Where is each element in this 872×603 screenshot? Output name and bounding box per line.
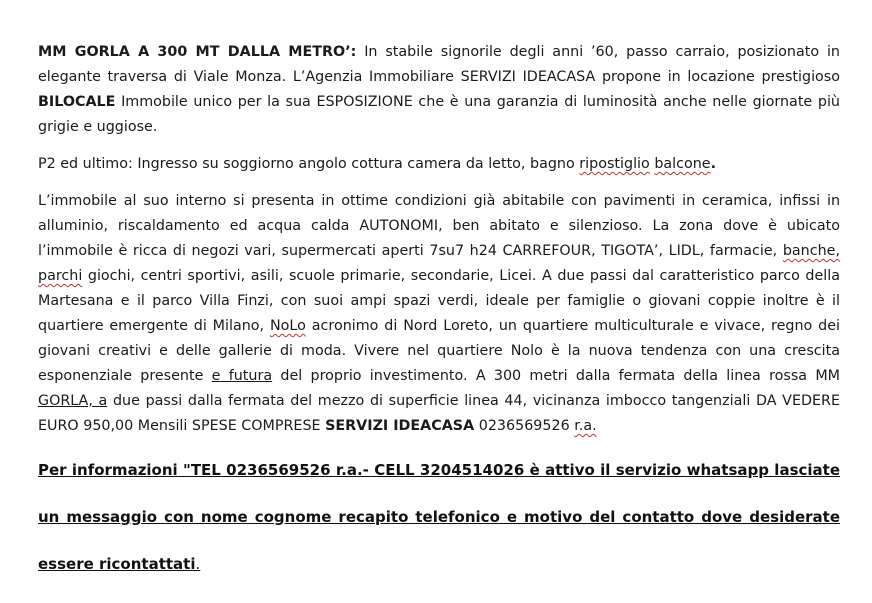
- description-text-2: giochi, centri sportivi, asili, scuole primarie, secondarie, Licei. A due passi dal caratteristico parco della Martesana e il parco Villa Finzi, con suoi ampi spazi verdi, ideale per famiglie o giovani coppie inoltre è il quartiere emergente di Milano,: [38, 268, 840, 334]
- description-text-1: L’immobile al suo interno si presenta in ottime condizioni già abitabile con pavimenti in ceramica, infissi in alluminio, riscaldamento ed acqua calda AUTONOMI, ben abitato e silenzioso. La zona dove è ubicato l’immobile è ricca di negozi vari, supermercati aperti 7su7 h24 CARREFOUR, TIGOTA’, LIDL, farmacie,: [38, 193, 840, 259]
- intro-text-end: Immobile unico per la sua ESPOSIZIONE che è una garanzia di luminosità anche nelle giornate più grigie e uggiose.: [38, 94, 840, 135]
- gorla-words: GORLA, a: [38, 393, 108, 409]
- agency-phone: 0236569526: [474, 418, 575, 434]
- contact-info: [38, 447, 840, 588]
- e-futura-words: e futura: [211, 368, 273, 384]
- layout-end: .: [710, 156, 717, 172]
- description-paragraph: [38, 189, 840, 439]
- nolo-word: NoLo: [269, 318, 306, 334]
- balcone-word: balcone: [654, 156, 711, 172]
- listing-document: [38, 40, 840, 588]
- ripostiglio-word: ripostiglio: [579, 156, 650, 172]
- listing-headline: MM GORLA A 300 MT DALLA METRO’:: [38, 44, 357, 60]
- contact-info-period: .: [195, 555, 201, 573]
- layout-paragraph: [38, 152, 840, 177]
- description-text-4: del proprio investimento. A 300 metri dalla fermata della linea rossa MM: [272, 368, 840, 384]
- description-text-3: acronimo di Nord Loreto, un quartiere multiculturale e vivace, regno dei giovani creativi e delle gallerie di moda. Vivere nel quartiere Nolo è la nuova tendenza con una crescita esponenziale presente: [38, 318, 841, 384]
- agency-name: SERVIZI IDEACASA: [325, 418, 475, 434]
- property-type: BILOCALE: [38, 94, 116, 110]
- description-text-5: due passi dalla fermata del mezzo di superficie linea 44, vicinanza imbocco tangenziali DA VEDERE EURO 950,00 Mensili SPESE COMPRESE: [38, 393, 840, 434]
- contact-info-text: Per informazioni "TEL 0236569526 r.a.- CELL 3204514026 è attivo il servizio whatsapp lasciate un messaggio con nome cognome recapito telefonico e motivo del contatto dove desiderate essere ricontattati: [38, 461, 840, 573]
- layout-text: P2 ed ultimo: Ingresso su soggiorno angolo cottura camera da letto, bagno: [38, 156, 580, 172]
- ra-abbrev: r.a.: [574, 418, 597, 434]
- intro-paragraph: [38, 40, 840, 140]
- banche-word: banche,: [782, 243, 840, 259]
- intro-text: In stabile signorile degli anni ’60, passo carraio, posizionato in elegante traversa di Viale Monza. L’Agenzia Immobiliare SERVIZI IDEACASA propone in locazione prestigioso: [38, 44, 840, 85]
- parchi-word: parchi: [38, 268, 83, 284]
